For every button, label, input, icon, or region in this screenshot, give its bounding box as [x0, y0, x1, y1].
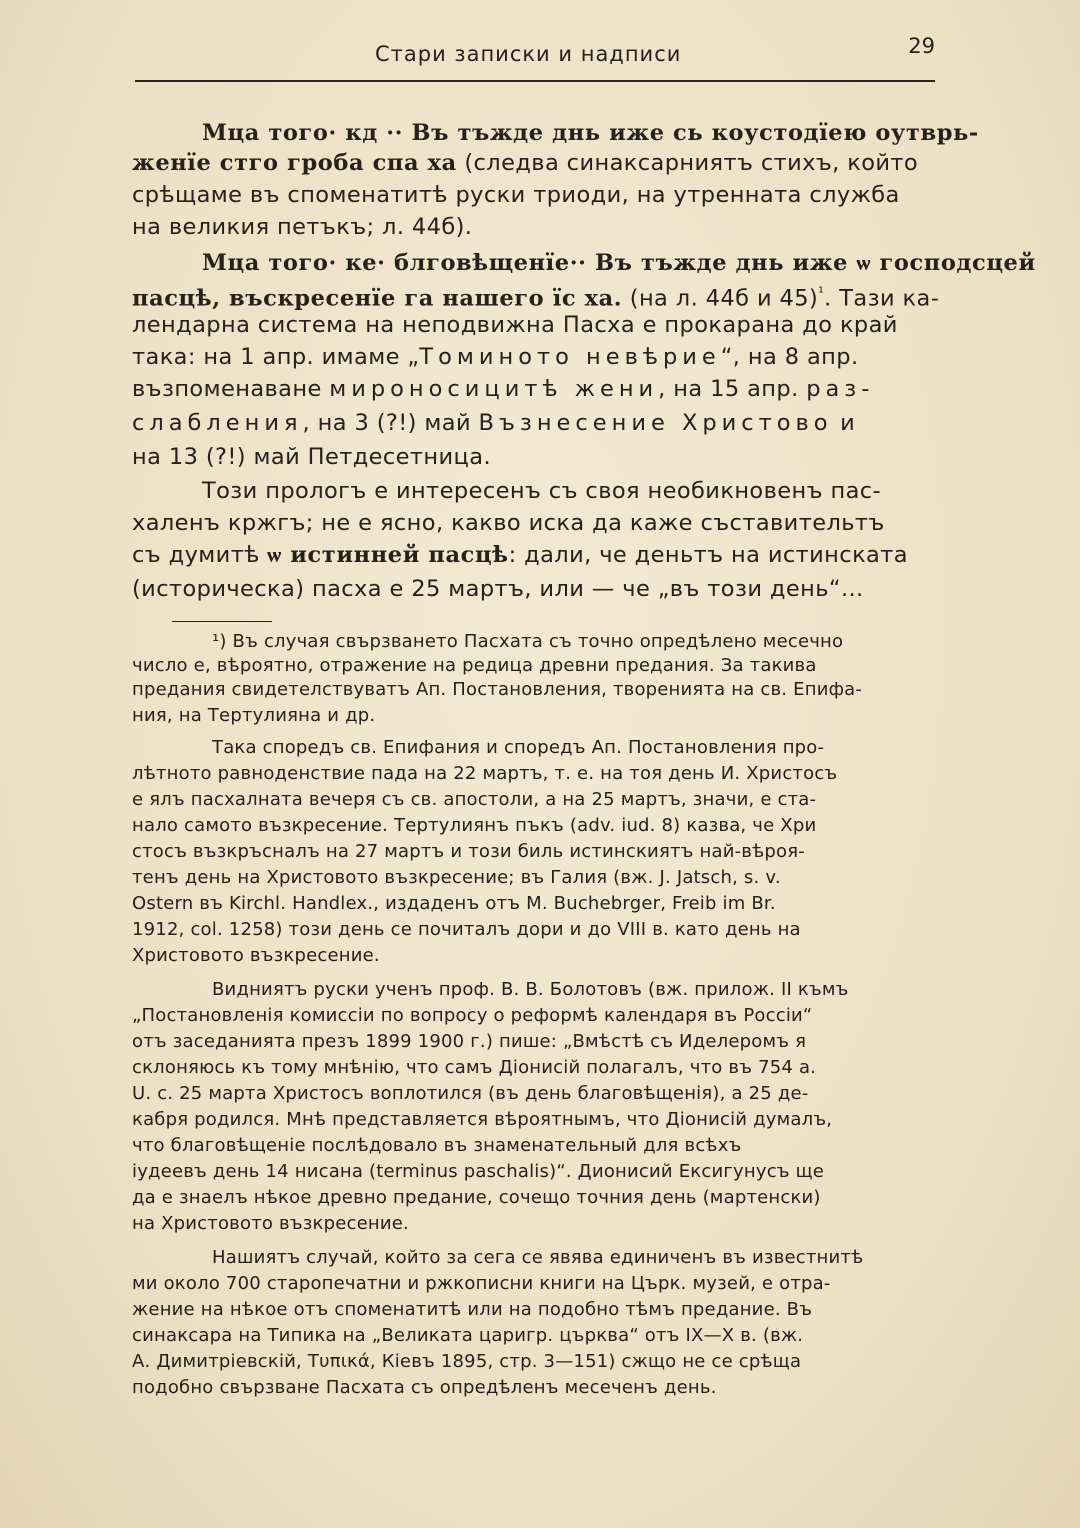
footnote-line: подобно свързване Пасхата съ опредѣленъ месеченъ день. [132, 1377, 717, 1398]
footnote-rule [172, 621, 272, 622]
footnote-line: число е, вѣроятно, отражение на редица древни предания. За такива [132, 655, 817, 676]
footnote-line: Христовото възкресение. [132, 945, 380, 966]
footnote-line: жение на нѣкое отъ споменатитѣ или на подобно тѣмъ предание. Въ [132, 1299, 813, 1320]
page-number: 29 [908, 34, 935, 58]
running-title: Стари записки и надписи [375, 42, 682, 66]
footnote-line: „Постановленія комиссіи по вопросу о реформѣ календаря въ Россіи“ [132, 1005, 813, 1026]
footnote-line: что благовѣщеніе послѣдовало въ знаменательный для всѣхъ [132, 1135, 742, 1156]
body-line: Мца того· кд ·· Въ тъжде днь иже сь коустодїею оутврь- [202, 120, 979, 146]
footnote-line: отъ заседанията презъ 1899 1900 г.) пише: „Вмѣстѣ съ Иделеромъ я [132, 1031, 807, 1052]
footnote-line: синаксара на Типика на „Великата царигр. църква“ отъ IX—X в. (вж. [132, 1325, 804, 1346]
footnote-line: на Христовото възкресение. [132, 1213, 409, 1234]
footnote-line: е ялъ пасхалната вечеря съ св. апостоли, а на 25 мартъ, значи, е ста- [132, 789, 817, 810]
footnote-line: предания свидетелствуватъ Ап. Постановления, творенията на св. Епифа- [132, 679, 863, 700]
body-line: срѣщаме въ споменатитѣ руски триоди, на утренната служба [132, 182, 900, 208]
page-header [135, 30, 935, 80]
footnote-line: Ostern въ Kirchl. Handlex., издаденъ отъ M. Buchebrger, Freib im Br. [132, 893, 776, 914]
body-line: съ думитѣ ѡ истинней пасцѣ: дали, че деньтъ на истинската [132, 542, 908, 568]
body-line: на великия петъкъ; л. 44б). [132, 214, 473, 240]
footnote-line: ния, на Тертулияна и др. [132, 705, 376, 726]
footnote-line: кабря родился. Мнѣ представляется вѣроятнымъ, что Діонисій думалъ, [132, 1109, 833, 1130]
footnote-line: 1912, col. 1258) този день се почиталъ дори и до VIII в. като день на [132, 919, 801, 940]
footnote-line: U. с. 25 марта Христосъ воплотился (въ день благовѣщенія), а 25 де- [132, 1083, 809, 1104]
footnote-line: нало самото възкресение. Тертулиянъ пъкъ (adv. iud. 8) казва, че Хри [132, 815, 817, 836]
body-line: Този прологъ е интересенъ съ своя необикновенъ пас- [202, 478, 882, 504]
footnote-line: склоняюсь къ тому мнѣнію, что самъ Діонисій полагалъ, что въ 754 a. [132, 1057, 817, 1078]
footnote-line: тенъ день на Христовото възкресение; въ Галия (вж. J. Jatsch, s. v. [132, 867, 781, 888]
footnote-line: ми около 700 старопечатни и ржкописни книги на Църк. музей, е отра- [132, 1273, 831, 1294]
footnote-line: лѣтното равноденствие пада на 22 мартъ, т. е. на тоя день И. Христосъ [132, 763, 838, 784]
footnote-line: да е знаелъ нѣкое древно предание, сочещо точния день (мартенски) [132, 1187, 821, 1208]
body-line: халенъ кржгъ; не е ясно, какво иска да каже съставительтъ [132, 510, 885, 536]
footnote-line: стосъ възкръсналъ на 27 мартъ и този биль истинскиятъ най-вѣроя- [132, 841, 805, 862]
body-line: възпоменаване мироносицитѣ жени, на 15 апр. раз- [132, 376, 875, 402]
body-line: слабления, на 3 (?!) май Възнесение Христово и [132, 410, 856, 436]
body-line: (историческа) пасха е 25 мартъ, или — че „въ този день“... [132, 576, 864, 602]
body-line: на 13 (?!) май Петдесетница. [132, 444, 492, 470]
body-line: така: на 1 апр. имаме „Томиното невѣрие“, на 8 апр. [132, 344, 859, 370]
footnote-line: Нашиятъ случай, който за сега се явява единиченъ въ известнитѣ [212, 1247, 864, 1268]
footnote-line: А. Димитріевскій, Τυπικά, Кіевъ 1895, стр. 3—151) сжщо не се срѣща [132, 1351, 802, 1372]
body-line: Мца того· ке· блговѣщенїе·· Въ тъжде днь иже ѡ господсцей [202, 250, 1036, 276]
footnote-line: іудеевъ день 14 нисана (terminus paschalis)“. Дионисий Ексигунусъ ще [132, 1161, 825, 1182]
footnote-line: ¹) Въ случая свързването Пасхата съ точно опредѣлено месечно [212, 631, 844, 652]
footnote-line: Така споредъ св. Епифания и споредъ Ап. Постановления про- [212, 737, 825, 758]
footnote-line: Видниятъ руски ученъ проф. В. В. Болотовъ (вж. прилож. II къмъ [212, 979, 849, 1000]
header-rule [135, 80, 935, 82]
body-line: лендарна система на неподвижна Пасха е прокарана до край [132, 312, 898, 338]
body-line: женїе стго гроба спа ха (следва синаксарниятъ стихъ, който [132, 150, 919, 176]
body-line: пасцѣ, въскресенїе га нашего їс ха. (на л. 44б и 45)$^{^1}$. Тази ка- [132, 285, 940, 312]
